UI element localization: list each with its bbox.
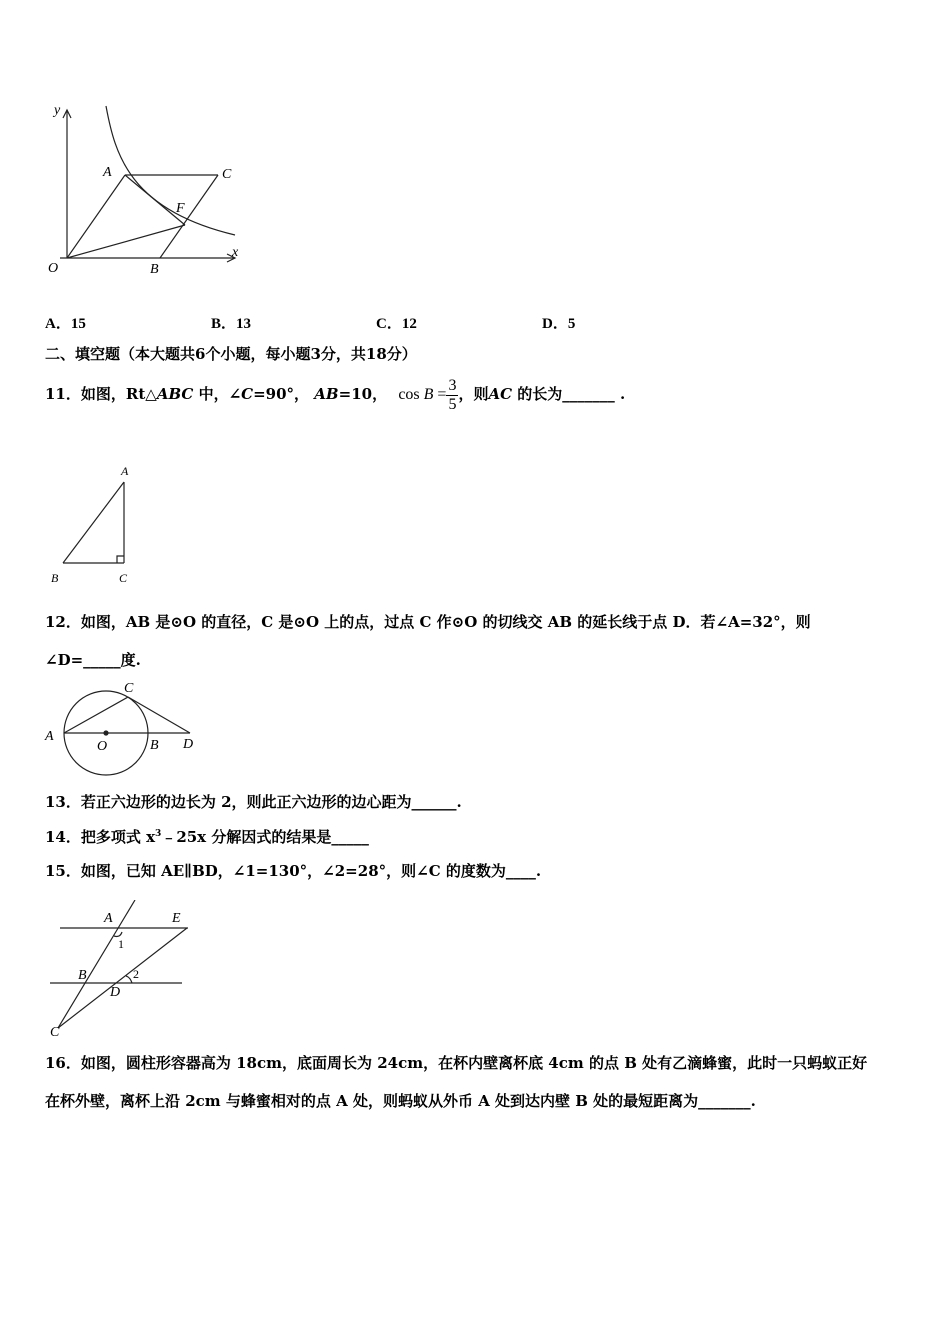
option-a: A．15 (45, 316, 86, 332)
label-c: C (119, 571, 128, 585)
segment-cb (160, 175, 218, 258)
segment-oa (67, 175, 125, 258)
hyperbola (106, 106, 235, 235)
option-c: C．12 (376, 316, 417, 332)
question-12-line-1: 12．如图，AB 是⊙O 的直径，C 是⊙O 上的点，过点 C 作⊙O 的切线交 AB 的延长线于点 D．若∠A=32°，则 (45, 613, 811, 631)
line-ca (58, 900, 135, 1028)
side-ab (63, 482, 124, 563)
q15-figure (40, 900, 200, 1040)
segment-af (125, 175, 185, 225)
question-13: 13．若正六边形的边长为 2，则此正六边形的边心距为______. (45, 793, 462, 811)
label-a: A (121, 464, 129, 478)
label-b: B (51, 571, 59, 585)
label-a: A (103, 165, 112, 180)
option-d: D．5 (542, 316, 576, 332)
angle-2-arc (126, 976, 132, 983)
label-x: x (232, 245, 239, 260)
segment-of (67, 225, 185, 258)
label-c: C (222, 167, 232, 182)
question-16-line-1: 16．如图，圆柱形容器高为 18cm，底面周长为 24cm，在杯内壁离杯底 4cm 的点 B 处有乙滴蜂蜜，此时一只蚂蚁正好 (45, 1054, 868, 1072)
center-dot (104, 731, 108, 735)
label-d: D (183, 737, 194, 752)
label-a: A (45, 729, 54, 744)
question-12-line-2: ∠D=_____度. (45, 651, 141, 669)
label-c: C (124, 681, 134, 696)
fraction-3-5: $\frac{3}{5}$ (448, 376, 457, 413)
label-b: B (78, 968, 87, 983)
q11-figure (40, 460, 150, 590)
tangent-cd (128, 697, 190, 733)
label-e: E (172, 911, 181, 926)
chord-ac (64, 697, 128, 733)
label-o: O (48, 261, 59, 276)
question-16-line-2: 在杯外壁，离杯上沿 2cm 与蜂蜜相对的点 A 处，则蚂蚁从外币 A 处到达内壁 B 处的最短距离为_______. (45, 1092, 756, 1110)
question-14: 14．把多项式 $x^3﹣25x$ 分解因式的结果是_____ (45, 828, 369, 846)
section-2-heading: 二、填空题（本大题共6个小题，每小题3分，共18分） (45, 345, 417, 363)
label-d: D (110, 985, 121, 1000)
label-y: y (54, 103, 61, 118)
question-15: 15．如图，已知 AE∥BD，∠1=130°，∠2=28°，则∠C 的度数为____. (45, 862, 542, 880)
label-c: C (50, 1025, 60, 1040)
option-b: B．13 (211, 316, 252, 332)
label-a: A (104, 911, 113, 926)
right-angle-mark (117, 556, 124, 563)
label-o: O (97, 739, 108, 754)
label-f: F (176, 201, 185, 216)
label-b: B (150, 738, 159, 753)
q12-figure (40, 678, 210, 783)
label-b: B (150, 262, 159, 277)
label-1: 1 (118, 937, 124, 951)
label-2: 2 (133, 967, 139, 981)
question-11: 11．如图，Rt△ABC 中，∠C=90°， AB=10， cos B = $\frac{3}{5}$ ，则AC 的长为_______ . (45, 376, 626, 413)
q10-figure (40, 100, 250, 280)
